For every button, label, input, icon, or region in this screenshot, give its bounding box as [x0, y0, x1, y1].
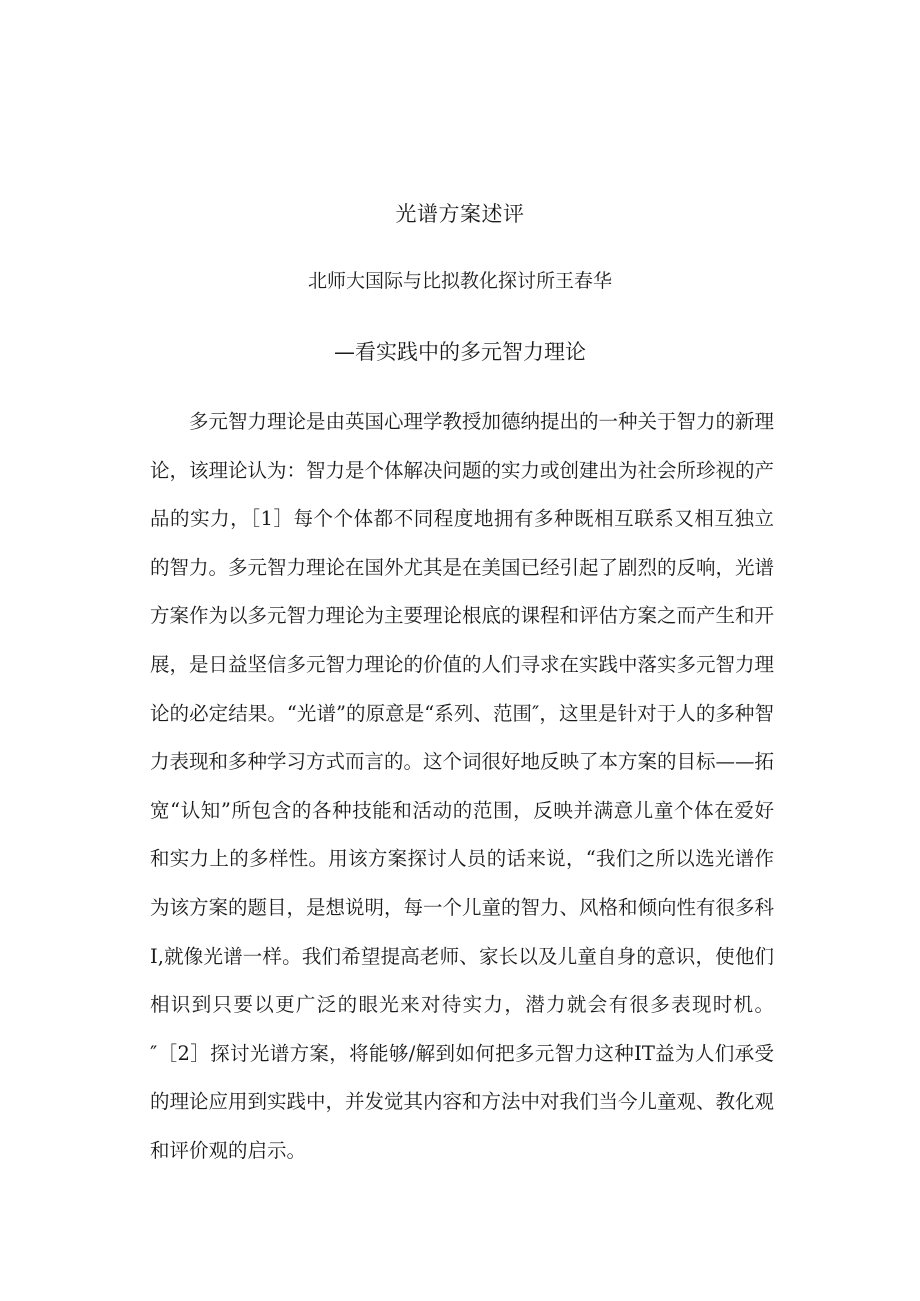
- body-paragraph: 多元智力理论是由英国心理学教授加德纳提出的一种关于智力的新理论，该理论认为：智力是个体解决问题的实力或创建出为社会所珍视的产品的实力，［1］每个个体都不同程度地拥有多种既相互联系又相互独立的智力。多元智力理论在国外尤其是在美国已经引起了剧烈的反响，光谱方案作为以多元智力理论为主要理论根底的课程和评估方案之而产生和开展，是日益坚信多元智力理论的价值的人们寻求在实践中落实多元智力理论的必定结果。“光谱”的原意是“系列、范围″，这里是针对于人的多种智力表现和多种学习方式而言的。这个词很好地反映了本方案的目标——拓宽“认知”所包含的各种技能和活动的范围，反映并满意儿童个体在爱好和实力上的多样性。用该方案探讨人员的话来说，“我们之所以选光谱作为该方案的题目，是想说明，每一个儿童的智力、风格和倾向性有很多科I,就像光谱一样。我们希望提高老师、家长以及儿童自身的意识，使他们相识到只要以更广泛的眼光来对待实力，潜力就会有很多表现时机。″［2］探讨光谱方案，将能够/解到如何把多元智力这种IT益为人们承受的理论应用到实践中，并发觉其内容和方法中对我们当今儿童观、教化观和评价观的启示。: [150, 410, 775, 1162]
- author-line: 北师大国际与比拟教化探讨所王春华: [307, 270, 612, 292]
- document-subtitle: —看实践中的多元智力理论: [334, 340, 586, 364]
- document-title: 光谱方案述评: [395, 202, 525, 226]
